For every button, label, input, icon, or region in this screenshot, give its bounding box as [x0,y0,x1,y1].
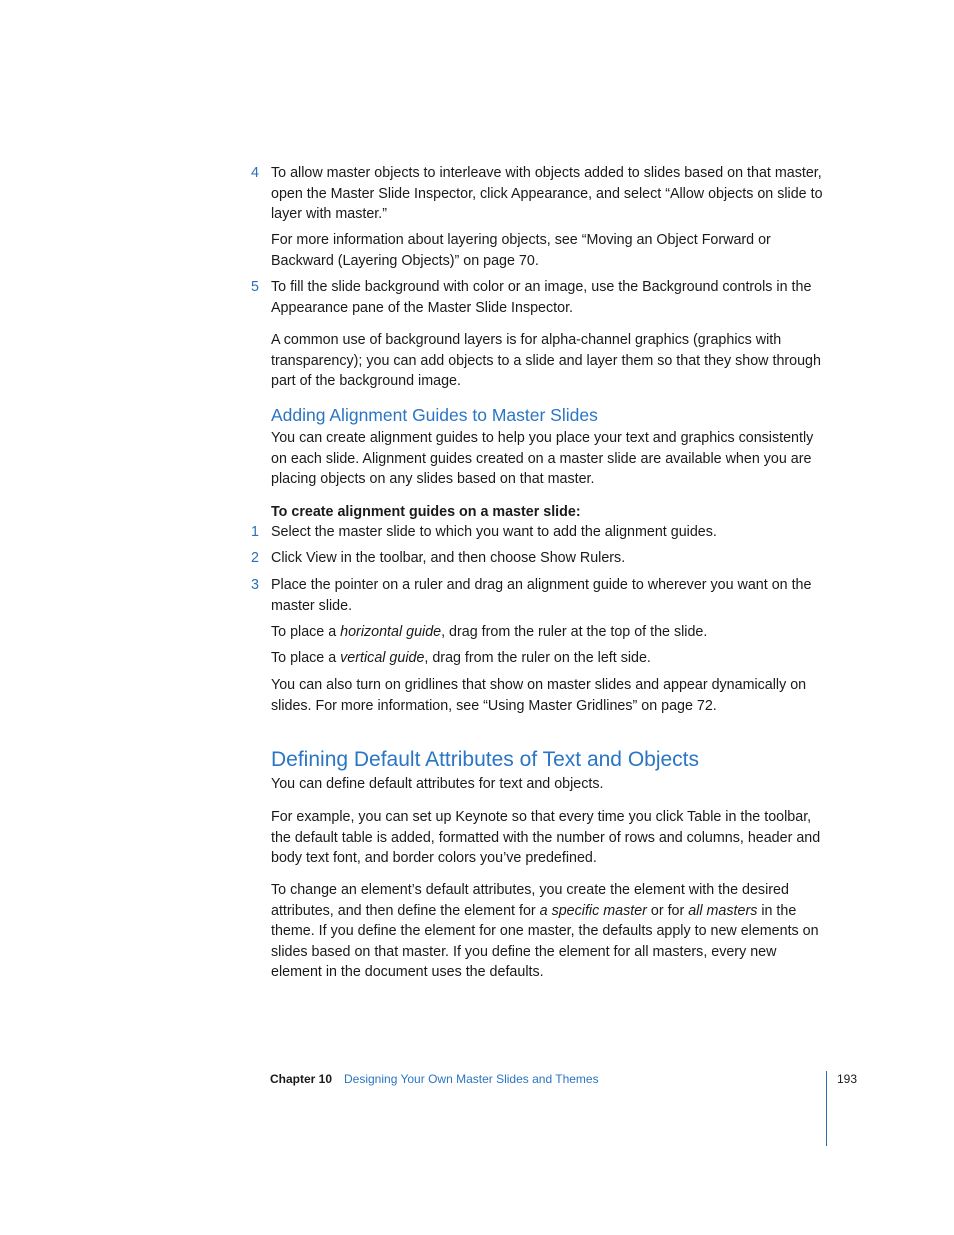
step-text: To fill the slide background with color or an image, use the Background controls in the Appearance pane of the Master Slide Inspector. [271,279,812,316]
example-paragraph: For example, you can set up Keynote so that every time you click Table in the toolbar, the default table is added, formatted with the number of rows and columns, header and body text font, and border colors you’ve predefined. [271,809,821,866]
page-number: 193 [837,1072,858,1086]
step-text: Place the pointer on a ruler and drag an alignment guide to wherever you want on the master slide. [271,577,812,614]
background-paragraph: A common use of background layers is for alpha-channel graphics (graphics with transparency); you can add objects to a slide and layer them so that they show through part of the background image. [271,332,821,389]
section-intro: You can create alignment guides to help you place your text and graphics consistently on each slide. Alignment guides created on a master slide are available when you are placing objects on any slides based on that master. [271,430,814,487]
step-text: Click View in the toolbar, and then choose Show Rulers. [271,550,626,566]
section-heading-alignment-guides: Adding Alignment Guides to Master Slides [271,405,598,425]
section-intro: You can define default attributes for text and objects. [271,776,604,792]
horizontal-guide-note: To place a horizontal guide, drag from the ruler at the top of the slide. [271,624,708,640]
gridlines-note: You can also turn on gridlines that show on master slides and appear dynamically on slides. For more information, see “Using Master Gridlines” on page 72. [271,677,807,714]
footer-divider [826,1071,827,1146]
layering-note: For more information about layering objects, see “Moving an Object Forward or Backward (Layering Objects)” on page 70. [271,232,771,269]
step-number: 4 [251,165,259,181]
task-title: To create alignment guides on a master slide: [271,504,581,520]
vertical-guide-note: To place a vertical guide, drag from the ruler on the left side. [271,650,651,666]
step-text: Select the master slide to which you want to add the alignment guides. [271,524,717,540]
footer-chapter-title: Designing Your Own Master Slides and Themes [344,1072,599,1086]
section-heading-default-attributes: Defining Default Attributes of Text and Objects [271,748,700,771]
step-text: To allow master objects to interleave with objects added to slides based on that master, open the Master Slide Inspector, click Appearance, and select “Allow objects on slide to layer with master.” [271,165,823,222]
step-number: 3 [251,577,259,593]
footer-chapter: Chapter 10 [270,1072,333,1086]
step-number: 5 [251,279,259,295]
step-number: 2 [251,550,259,566]
step-number: 1 [251,524,259,540]
change-attributes-paragraph: To change an element’s default attributes, you create the element with the desired attributes, and then define the element for a specific master or for all masters in the theme. If you define the element for one master, the defaults apply to new elements on slides based on that master. If you define the element for all masters, every new element in the document uses the defaults. [271,882,819,980]
